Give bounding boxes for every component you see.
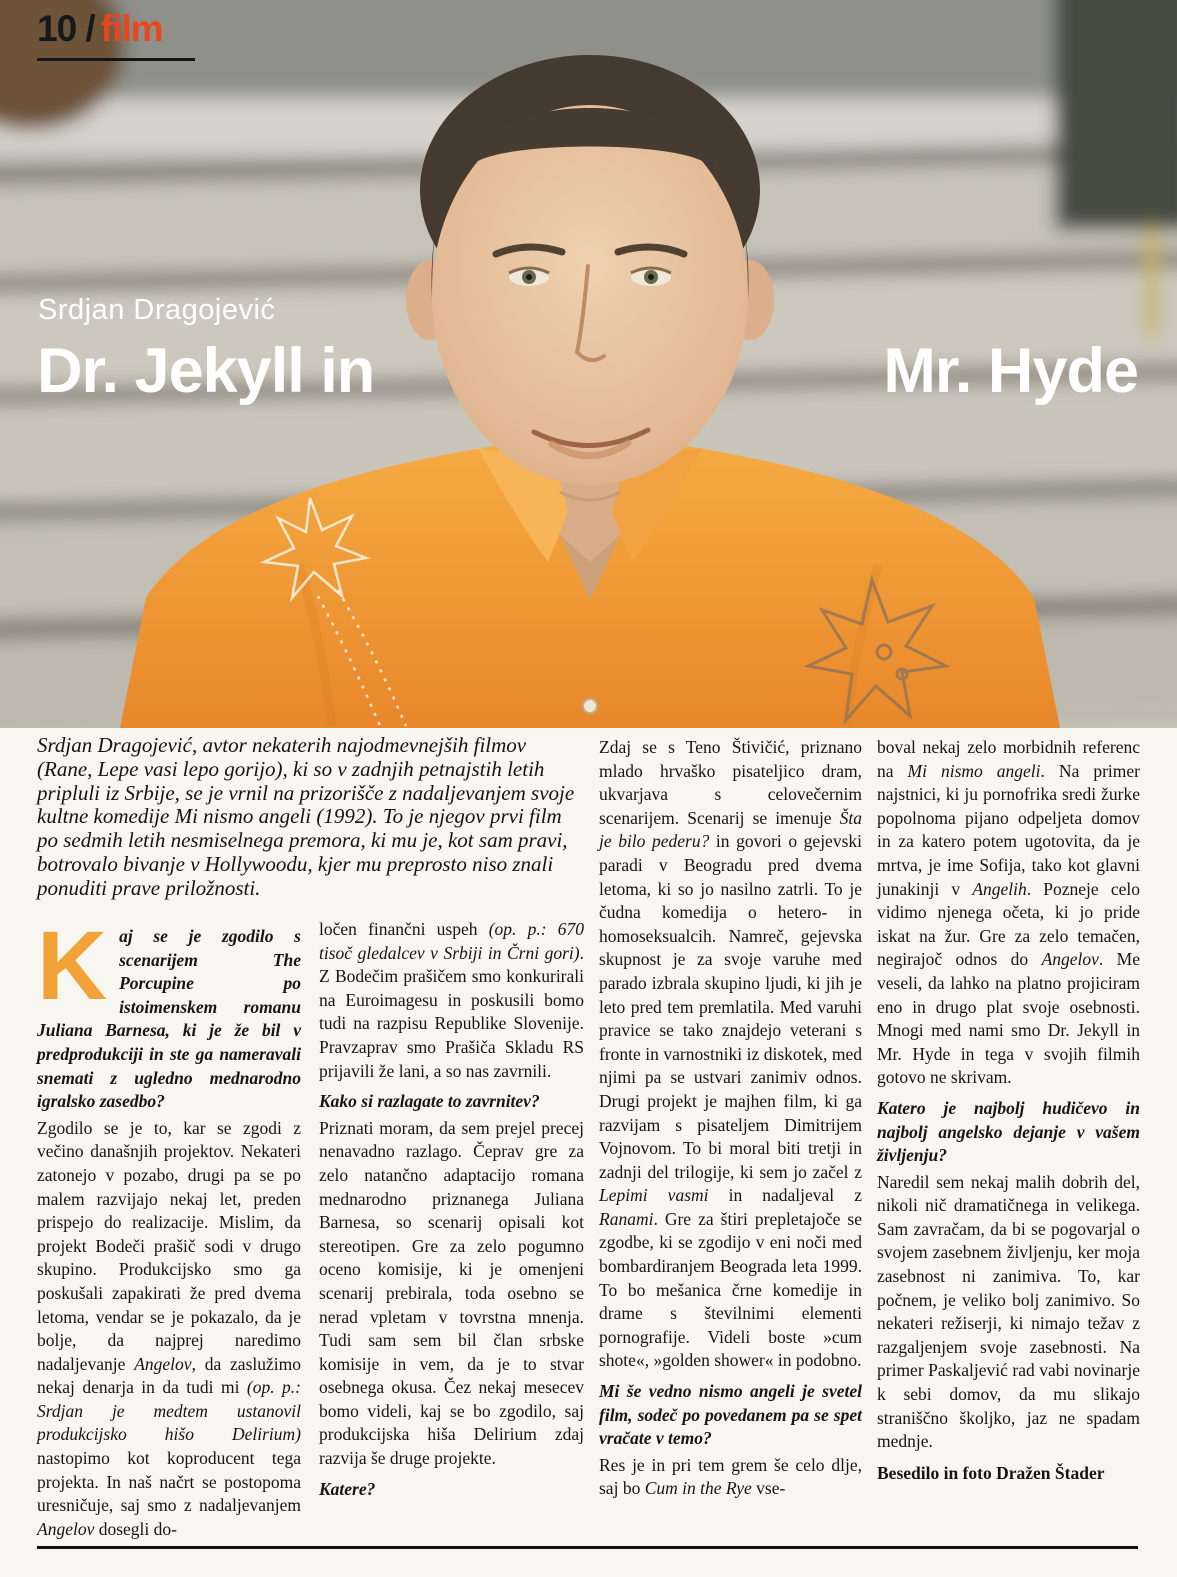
drop-cap: K: [37, 911, 108, 1020]
question-3: Katere?: [319, 1478, 376, 1499]
question-2: Kako si razlagate to zavrnitev?: [319, 1091, 540, 1112]
kicker: Srdjan Dragojević: [38, 294, 276, 326]
article-title-right: Mr. Hyde: [883, 336, 1138, 406]
section-label: film: [100, 8, 163, 49]
answer-4: Res je in pri tem grem še celo dlje, saj bo Cum in the Rye vse-: [599, 1454, 862, 1499]
answer-3: Zdaj se s Teno Štivičić, priznano mlado hrvaško pisateljico dram, ukvarjava s celovečernim scenarijem. Scenarij se imenuje Šta je bilo pederu? in govori o gejevski paradi v Beogradu pred dvema letoma, ki so jo nasilno zatrli. To je čudna komedija o hetero- in homoseksualcih. Namreč, gejevska skupnost je za svoje varuhe med parado izbrala skupino ljudi, ki jih je leto pred tem premlatila. Med varuhi pravice se tako znajdejo veterani s fronte in varnostniki iz diskotek, med njimi pa se ustvari zanimiv odnos. Drugi projekt je majhen film, ki ga razvijam s pisateljem Dimitrijem Vojnovom. To bi moral biti tretji in zadnji del trilogije, ki sem jo začel z Lepimi vasmi in nadaljeval z Ranami. Gre za štiri prepletajoče se zgodbe, ki se zgodijo v eni noči med bombardiranjem Beograda leta 1999. To bo mešanica črne komedije in drame s številnimi elementi pornografije. Videli boste »cum shote«, »golden shower« in podobno.: [599, 737, 862, 1371]
header-underline: [37, 58, 195, 61]
intro-paragraph: Srdjan Dragojević, avtor nekaterih najodmevnejših filmov (Rane, Lepe vasi lepo gorijo), ki so v zadnjih petnajstih letih pripluli iz Srbije, se je vrnil na prizorišče z nadaljevanjem svoje kultne komedije Mi nismo angeli (1992). To je njegov prvi film po sedmih letih nesmiselnega premora, ki mu je, kot sam pravi, botrovalo bivanje v Hollywoodu, kjer mu preprosto niso znali ponuditi prave priložnosti.: [37, 733, 575, 900]
column-1: [37, 911, 302, 1544]
page-number-label: 10 /: [37, 8, 95, 49]
answer-5: Naredil sem nekaj malih dobrih del, nikoli nič dramatičnega in velikega. Sam zavračam, da bi se pogovarjal o svojem zasebnem življenju, ker moja zasebnost ni zanimiva. To, kar počnem, je veliko bolj zanimivo. So nekateri režiserji, ki nimajo težav z razgaljenjem svoje zasebnosti. Na primer Paskaljević rad vabi novinarje k sebi domov, da mu slikajo straniščno školjko, jaz ne spadam mednje.: [877, 1171, 1140, 1452]
footer-rule: [37, 1546, 1138, 1549]
question-1-text: aj se je zgodilo s scenarijem The Porcupine po istoimenskem romanu Juliana Barnesa, ki je že bil v predprodukciji in ste ga nameravali snemati z ugledno mednarodno igralsko zasedbo?: [37, 926, 301, 1112]
article-title-left: Dr. Jekyll in: [37, 336, 375, 406]
article-title: [37, 336, 1138, 406]
question-1: [37, 911, 301, 1114]
shirt-button: [583, 699, 597, 713]
column-2: [319, 918, 584, 1504]
column-3: [599, 736, 862, 1504]
question-4: Mi še vedno nismo angeli je svetel film, sodeč po povedanem pa se spet vračate v temo?: [599, 1381, 862, 1449]
question-5: Katero je najbolj hudičevo in najbolj angelsko dejanje v vašem življenju?: [877, 1097, 1140, 1166]
answer-1-continued: ločen finančni uspeh (op. p.: 670 tisoč gledalcev v Srbiji in Črni gori). Z Bodečim prašičem smo konkurirali na Euroimagesu in poskusili bomo tudi na razpisu Republike Slovenije. Pravzaprav smo Prašiča Skladu RS prijavili že lani, a so nas zavrnili.: [319, 919, 585, 1081]
column-4: [877, 736, 1140, 1488]
face: [432, 105, 748, 485]
answer-4-continued: boval nekaj zelo morbidnih referenc na Mi nismo angeli. Na primer najstnici, ki ju pornofrika sredi žurke popolnoma pijano odpeljeta domov in za katero potem ugotovita, da je mrtva, je ime Sofija, tako kot glavni junakinji v Angelih. Pozneje celo vidimo njenega očeta, ki jo pride iskat na žur. Gre za zelo temačen, negirajoč odnos do Angelov. Me veseli, da lahko na platno projiciram eno in drugo plat svoje osebnosti. Mnogi med nami smo Dr. Jekyll in Mr. Hyde in tega v svojih filmih gotovo ne skrivam.: [877, 737, 1141, 1088]
article-body: [0, 728, 1177, 1577]
byline: Besedilo in foto Dražen Štader: [877, 1462, 1105, 1483]
answer-1: Zgodilo se je to, kar se zgodi z večino današnjih projektov. Nekateri zatonejo v pozabo, drugi pa se po malem razvijajo nekaj let, preden prispejo do realizacije. Mislim, da projekt Bodeči prašič sodi v drugo skupino. Produkcijsko smo ga poskušali zapakirati že pred dvema letoma, vendar se je pokazalo, da je bolje, da najprej naredimo nadaljevanje Angelov, da zaslužimo nekaj denarja in da tudi mi (op. p.: Srdjan je medtem ustanovil produkcijsko hišo Delirium) nastopimo kot koproducent tega projekta. In naš načrt se postopoma uresničuje, saj smo z nadaljevanjem Angelov dosegli do-: [37, 1117, 302, 1539]
page-header: [37, 8, 163, 50]
hero-photo: [0, 0, 1177, 728]
answer-2: Priznati moram, da sem prejel precej nenavadno razlago. Čeprav gre za zelo natančno adaptacijo romana mednarodno priznanega Juliana Barnesa, so scenarij opisali kot stereotipen. Gre za zelo pogumno oceno komisije, ki je omenjeni scenarij prebirala, toda osebno se nerad vpletam v tovrstna mnenja. Tudi sam sem bil član srbske komisije in vem, da je to stvar osebnega okusa. Čez nekaj mesecev bomo videli, kaj se bo zgodilo, saj produkcijska hiša Delirium zdaj razvija še druge projekte.: [319, 1117, 584, 1469]
